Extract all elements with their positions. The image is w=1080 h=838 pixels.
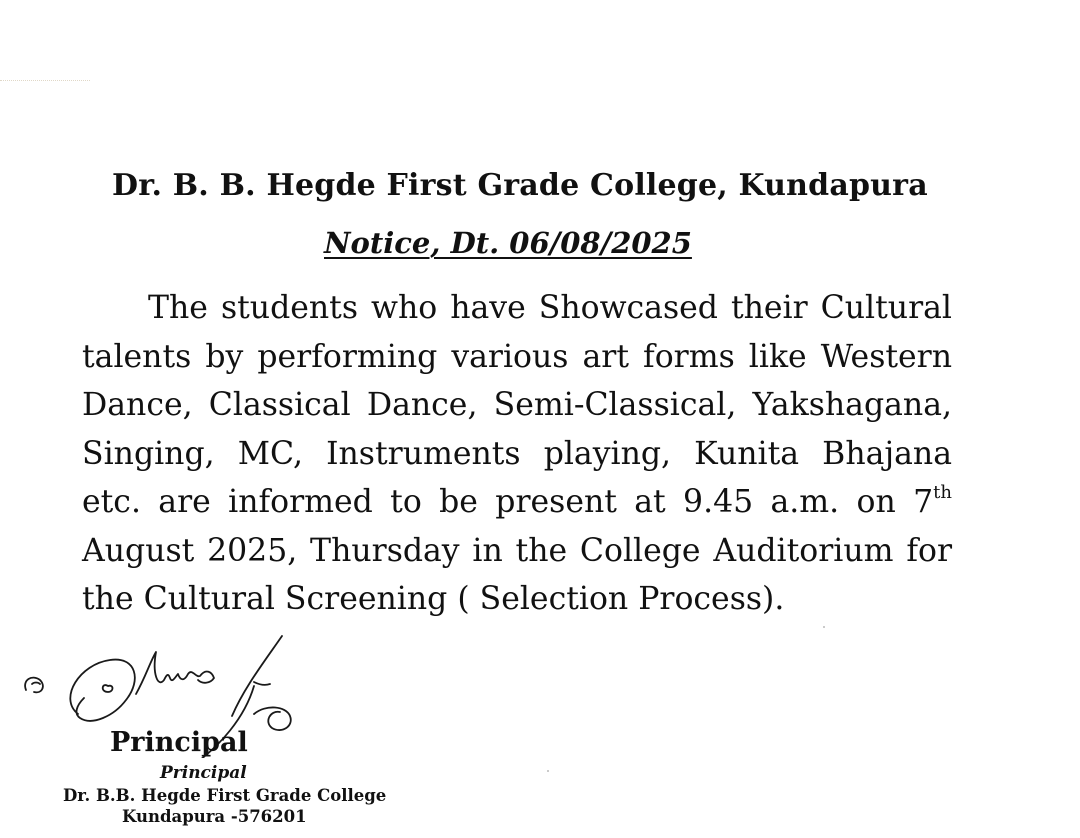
scan-artifact-line bbox=[0, 80, 90, 83]
seal-principal-title: Principal bbox=[160, 763, 247, 783]
notice-body bbox=[82, 284, 952, 624]
notice-title: Notice, Dt. 06/08/2025 bbox=[324, 226, 692, 260]
notice-body-text-after: August 2025, Thursday in the College Auditorium for the Cultural Screening ( Selection Process). bbox=[82, 532, 952, 617]
scan-speck bbox=[547, 770, 549, 772]
notice-body-text-before: The students who have Showcased their Cultural talents by performing various art forms like Western Dance, Classical Dance, Semi-Classical, Yakshagana, Singing, MC, Instruments playing, Kunita Bhajana etc. are informed to be present at 9.45 a.m. on 7 bbox=[82, 290, 952, 520]
principal-title: Principal bbox=[110, 727, 248, 758]
seal-address: Kundapura -576201 bbox=[122, 807, 307, 826]
ordinal-suffix: th bbox=[933, 482, 952, 503]
seal-college-name: Dr. B.B. Hegde First Grade College bbox=[63, 786, 387, 805]
college-heading: Dr. B. B. Hegde First Grade College, Kundapura bbox=[112, 168, 928, 203]
scan-speck bbox=[823, 626, 825, 628]
